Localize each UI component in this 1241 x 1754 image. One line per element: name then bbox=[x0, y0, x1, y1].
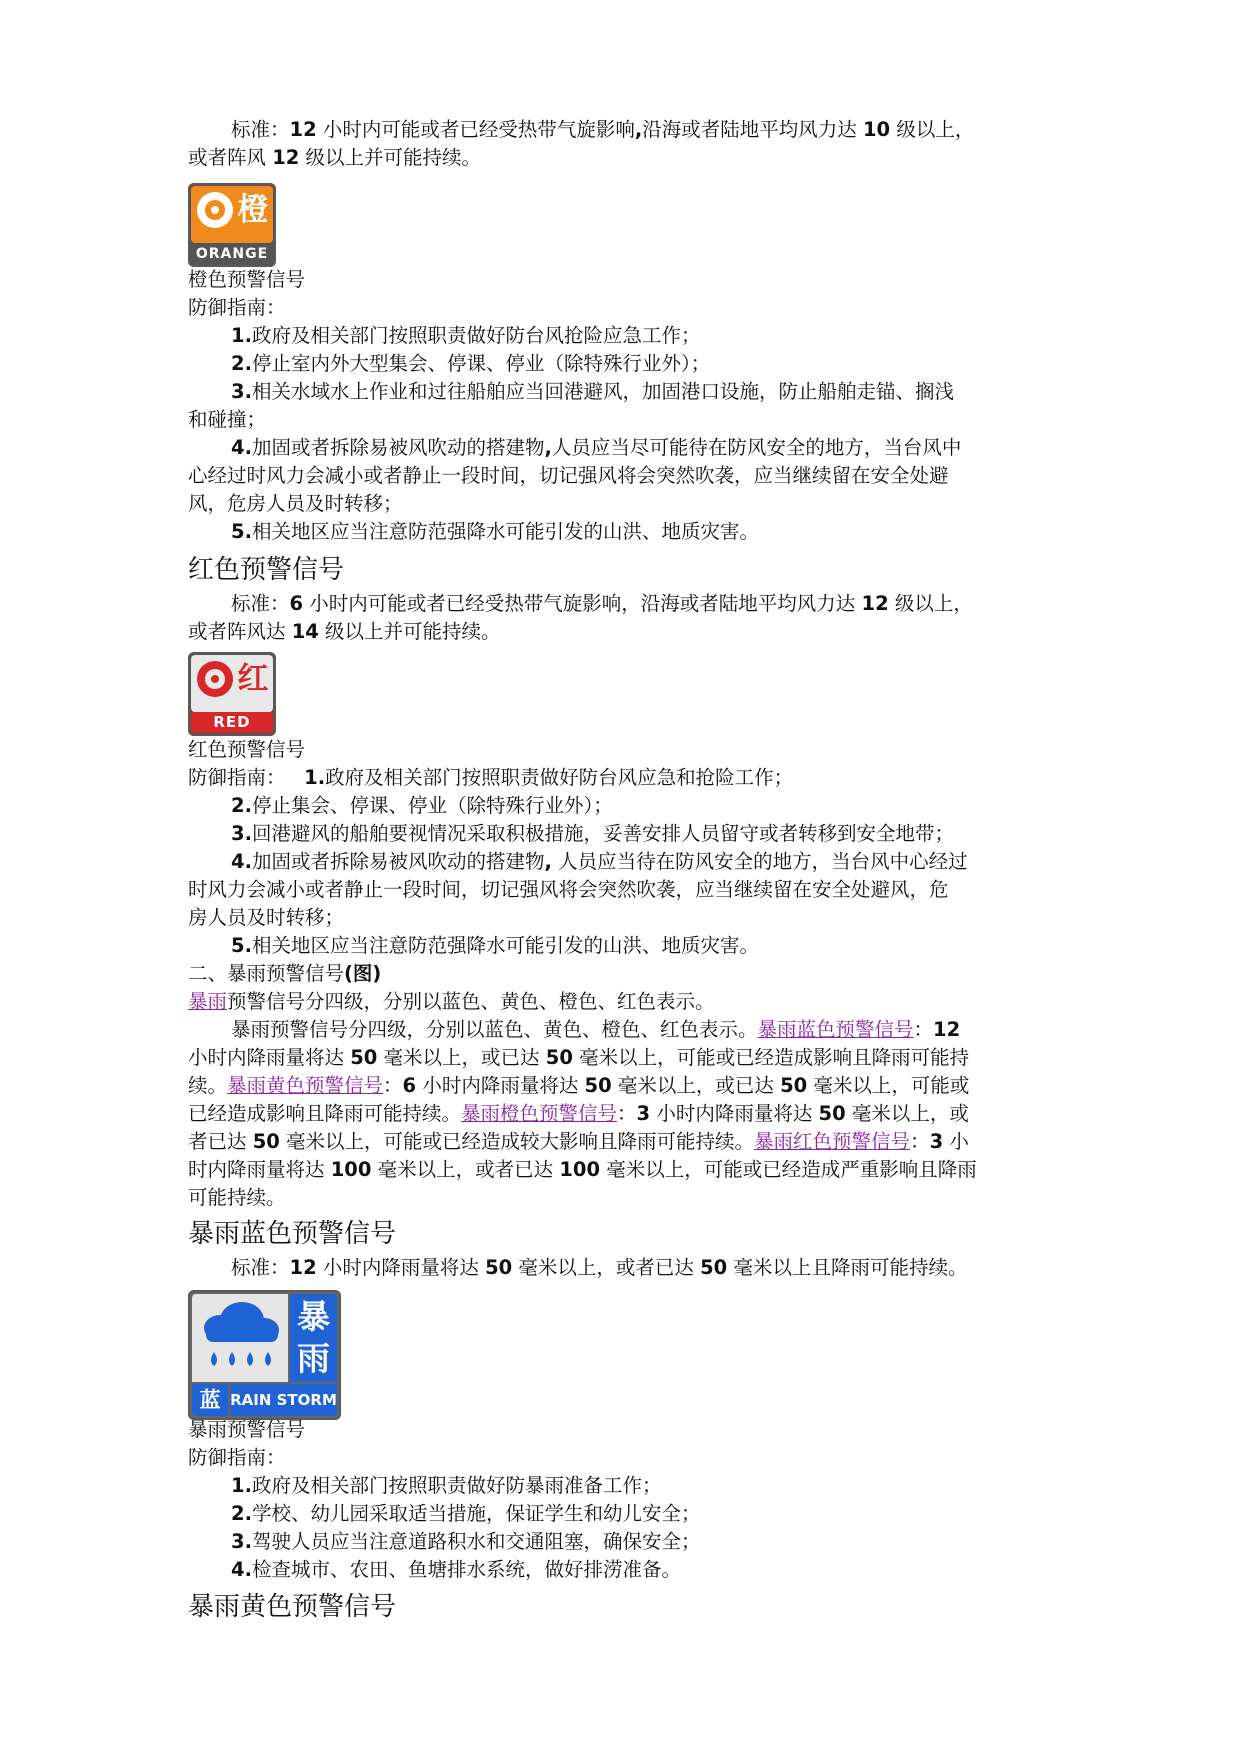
rain-section-title: 二、暴雨预警信号(图) bbox=[188, 962, 382, 985]
rainstorm-blue-signal-icon bbox=[188, 1290, 341, 1420]
orange-guide-item-5: 5.相关地区应当注意防范强降水可能引发的山洪、地质灾害。 bbox=[231, 520, 759, 543]
orange-guide-item-2: 2.停止室内外大型集会、停课、停业（除特殊行业外）； bbox=[231, 352, 711, 375]
orange-signal-character: 橙 bbox=[237, 192, 269, 228]
rain-orange-signal-link[interactable]: 暴雨橙色预警信号 bbox=[461, 1102, 618, 1125]
rain-para-line7: 可能持续。 bbox=[188, 1186, 286, 1209]
rain-signal-character-bottom: 雨 bbox=[297, 1339, 330, 1378]
red-guide-item-5: 5.相关地区应当注意防范强降水可能引发的山洪、地质灾害。 bbox=[231, 934, 759, 957]
rain-guide-item-2: 2.学校、幼儿园采取适当措施，保证学生和幼儿安全； bbox=[231, 1502, 701, 1525]
rain-guide-item-3: 3.驾驶人员应当注意道路积水和交通阻塞，确保安全； bbox=[231, 1530, 701, 1553]
rain-intro: 暴雨预警信号分四级，分别以蓝色、黄色、橙色、红色表示。 bbox=[188, 990, 715, 1013]
rain-cloud-panel bbox=[192, 1294, 288, 1382]
orange-guide-item-1: 1.政府及相关部门按照职责做好防台风抢险应急工作； bbox=[231, 324, 701, 347]
red-guide-item-3: 3.回港避风的船舶要视情况采取积极措施，妥善安排人员留守或者转移到安全地带； bbox=[231, 822, 954, 845]
rain-caption: 暴雨预警信号 bbox=[188, 1418, 306, 1441]
red-signal-label: RED bbox=[213, 713, 251, 731]
red-guide-item-4-cont2: 房人员及时转移； bbox=[188, 906, 345, 929]
rain-para-line1: 暴雨预警信号分四级，分别以蓝色、黄色、橙色、红色表示。暴雨蓝色预警信号：12 bbox=[231, 1018, 961, 1041]
rain-para-line2: 小时内降雨量将达 50 毫米以上，或已达 50 毫米以上，可能或已经造成影响且降雨可能持 bbox=[188, 1046, 970, 1069]
rain-guide-item-1: 1.政府及相关部门按照职责做好防暴雨准备工作； bbox=[231, 1474, 662, 1497]
rain-guide-item-4: 4.检查城市、农田、鱼塘排水系统，做好排涝准备。 bbox=[231, 1558, 681, 1581]
rain-para-line4: 已经造成影响且降雨可能持续。暴雨橙色预警信号：3 小时内降雨量将达 50 毫米以上，或 bbox=[188, 1102, 969, 1125]
orange-guide-item-3-cont: 和碰撞； bbox=[188, 408, 267, 431]
orange-guide-heading: 防御指南： bbox=[188, 296, 286, 319]
red-signal-heading: 红色预警信号 bbox=[188, 555, 345, 585]
red-guide-item-4: 4.加固或者拆除易被风吹动的搭建物, 人员应当待在防风安全的地方，当台风中心经过 bbox=[231, 850, 968, 873]
red-typhoon-signal-icon bbox=[188, 652, 276, 736]
rain-link[interactable]: 暴雨 bbox=[188, 990, 228, 1013]
red-standard-line2: 或者阵风达 14 级以上并可能持续。 bbox=[188, 620, 501, 643]
red-standard-line1: 标准：6 小时内可能或者已经受热带气旋影响，沿海或者陆地平均风力达 12 级以上， bbox=[231, 592, 973, 615]
rain-yellow-heading: 暴雨黄色预警信号 bbox=[188, 1592, 397, 1622]
orange-guide-item-4-cont1: 心经过时风力会减小或者静止一段时间，切记强风将会突然吹袭，应当继续留在安全处避 bbox=[188, 464, 949, 487]
rain-blue-heading: 暴雨蓝色预警信号 bbox=[188, 1219, 397, 1249]
rain-para-line3: 续。暴雨黄色预警信号：6 小时内降雨量将达 50 毫米以上，或已达 50 毫米以上，可能或 bbox=[188, 1074, 970, 1097]
orange-standard-line2: 或者阵风 12 级以上并可能持续。 bbox=[188, 146, 482, 169]
rain-yellow-signal-link[interactable]: 暴雨黄色预警信号 bbox=[227, 1074, 384, 1097]
rain-red-signal-link[interactable]: 暴雨红色预警信号 bbox=[754, 1130, 911, 1153]
rain-guide-heading: 防御指南： bbox=[188, 1446, 286, 1469]
orange-standard-line1: 标准：12 小时内可能或者已经受热带气旋影响,沿海或者陆地平均风力达 10 级以上， bbox=[231, 118, 975, 141]
rain-cloud-icon bbox=[192, 1294, 288, 1382]
red-signal-character: 红 bbox=[237, 661, 269, 697]
rain-blue-signal-link[interactable]: 暴雨蓝色预警信号 bbox=[757, 1018, 914, 1041]
orange-signal-label: ORANGE bbox=[195, 246, 269, 262]
rain-signal-label: RAIN STORM bbox=[230, 1391, 337, 1409]
rain-signal-character-top: 暴 bbox=[297, 1297, 330, 1336]
red-caption: 红色预警信号 bbox=[188, 738, 306, 761]
red-guide-item-2: 2.停止集会、停课、停业（除特殊行业外）； bbox=[231, 794, 613, 817]
rain-signal-level-character: 蓝 bbox=[199, 1388, 221, 1412]
orange-guide-item-4: 4.加固或者拆除易被风吹动的搭建物,人员应当尽可能待在防风安全的地方，当台风中 bbox=[231, 436, 962, 459]
red-guide-heading-line: 防御指南： 1.政府及相关部门按照职责做好防台风应急和抢险工作； bbox=[188, 766, 794, 789]
orange-guide-item-3: 3.相关水域水上作业和过往船舶应当回港避风，加固港口设施，防止船舶走锚、搁浅 bbox=[231, 380, 954, 403]
orange-typhoon-signal-icon bbox=[188, 183, 276, 267]
red-guide-item-4-cont1: 时风力会减小或者静止一段时间，切记强风将会突然吹袭，应当继续留在安全处避风，危 bbox=[188, 878, 949, 901]
orange-caption: 橙色预警信号 bbox=[188, 268, 306, 291]
rain-para-line5: 者已达 50 毫米以上，可能或已经造成较大影响且降雨可能持续。暴雨红色预警信号：3 小 bbox=[188, 1130, 969, 1153]
orange-guide-item-4-cont2: 风，危房人员及时转移； bbox=[188, 492, 403, 515]
rain-para-line6: 时内降雨量将达 100 毫米以上，或者已达 100 毫米以上，可能或已经造成严重影响且降雨 bbox=[188, 1158, 977, 1181]
rain-blue-standard: 标准：12 小时内降雨量将达 50 毫米以上，或者已达 50 毫米以上且降雨可能持续。 bbox=[231, 1256, 968, 1279]
